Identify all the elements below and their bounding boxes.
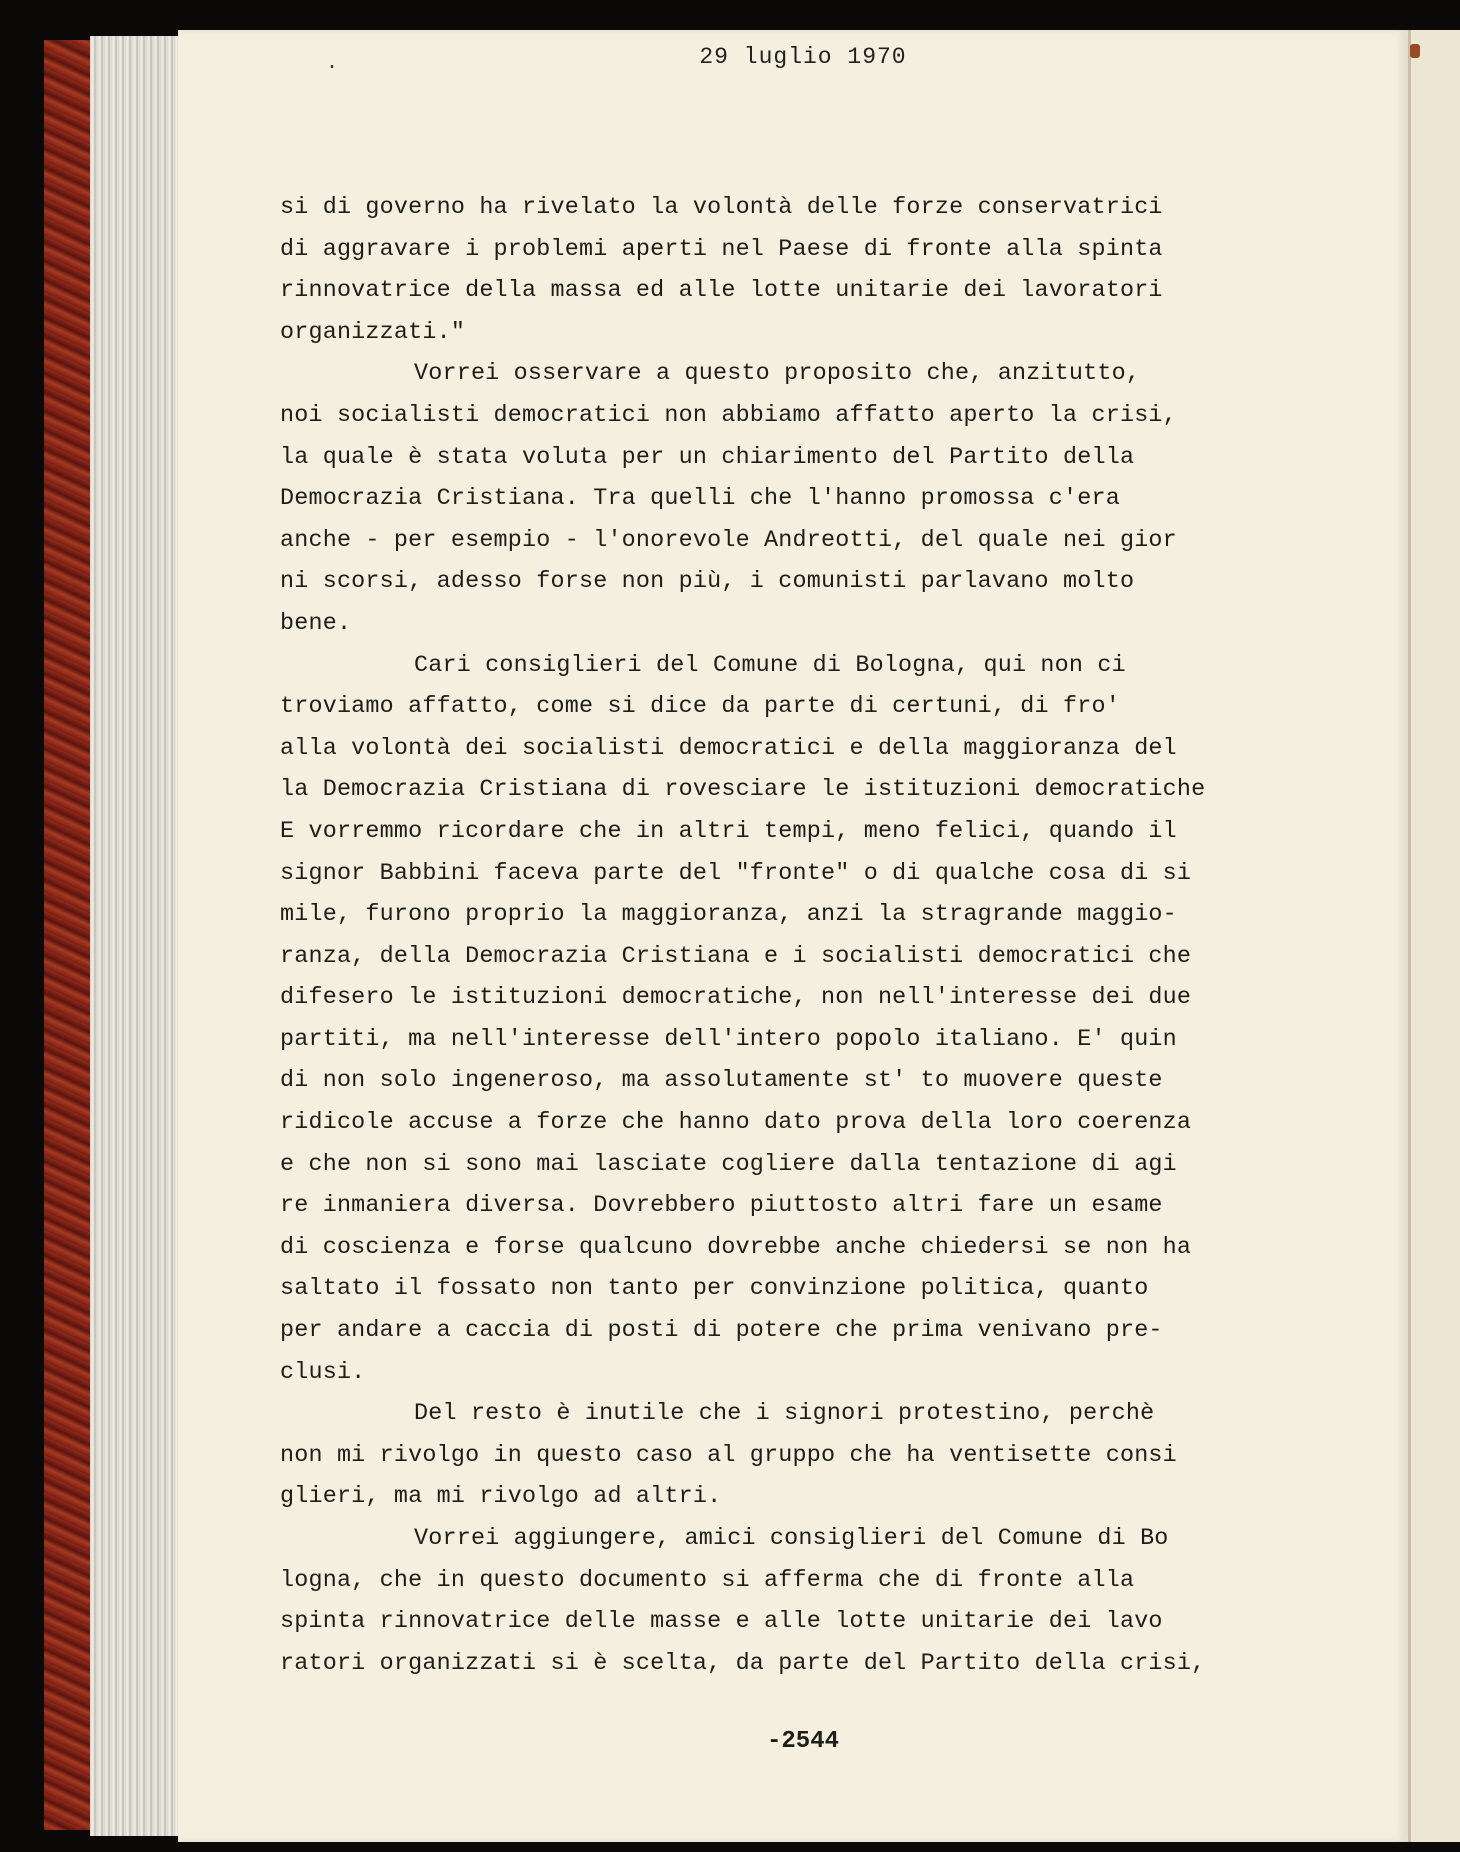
page-header-date: 29 luglio 1970: [699, 44, 907, 70]
text-line: noi socialisti democratici non abbiamo affatto aperto la crisi,: [280, 402, 1177, 429]
page-stack-edges: [90, 36, 182, 1836]
ink-dot: ·: [326, 56, 339, 79]
text-line: Vorrei osservare a questo proposito che, anzitutto,: [414, 361, 1141, 388]
text-line: ranza, della Democrazia Cristiana e i socialisti democratici che: [280, 943, 1192, 970]
text-line: Cari consiglieri del Comune di Bologna, qui non ci: [414, 652, 1126, 679]
text-line: troviamo affatto, come si dice da parte di certuni, di fro': [280, 694, 1120, 721]
text-line: signor Babbini faceva parte del "fronte" o di qualche cosa di si: [280, 860, 1192, 887]
text-line: si di governo ha rivelato la volontà delle forze conservatrici: [280, 195, 1163, 221]
text-line: logna, che in questo documento si afferma che di fronte alla: [280, 1567, 1135, 1594]
text-line: rinnovatrice della massa ed alle lotte unitarie dei lavoratori: [280, 278, 1163, 305]
text-line: spinta rinnovatrice delle masse e alle lotte unitarie dei lavo: [280, 1609, 1163, 1636]
text-line: mile, furono proprio la maggioranza, anzi la stragrande maggio-: [280, 902, 1177, 929]
text-line: glieri, ma mi rivolgo ad altri.: [280, 1484, 722, 1511]
text-line: alla volontà dei socialisti democratici e della maggioranza del: [280, 735, 1177, 762]
text-line: E vorremmo ricordare che in altri tempi, meno felici, quando il: [280, 818, 1177, 845]
text-line: bene.: [280, 610, 352, 637]
text-line: la quale è stata voluta per un chiarimento del Partito della: [280, 444, 1135, 471]
text-line: Del resto è inutile che i signori protestino, perchè: [414, 1401, 1155, 1428]
binding-staple: [1410, 44, 1420, 58]
text-line: non mi rivolgo in questo caso al gruppo che ha ventisette consi: [280, 1442, 1177, 1469]
text-line: di coscienza e forse qualcuno dovrebbe anche chiedersi se non ha: [280, 1234, 1192, 1261]
text-line: per andare a caccia di posti di potere che prima venivano pre-: [280, 1318, 1163, 1345]
facing-page-edge: [1408, 30, 1460, 1842]
text-line: clusi.: [280, 1359, 366, 1386]
book-spine-marbled-edge: [44, 40, 92, 1830]
text-line: Vorrei aggiungere, amici consiglieri del Comune di Bo: [414, 1526, 1169, 1552]
text-line: ratori organizzati si è scelta, da parte del Partito della crisi,: [280, 1650, 1206, 1677]
text-line: saltato il fossato non tanto per convinzione politica, quanto: [280, 1276, 1149, 1303]
document-page: [178, 30, 1408, 1842]
body-text: [280, 188, 1310, 1685]
text-line: organizzati.": [280, 319, 466, 346]
text-line: la Democrazia Cristiana di rovesciare le istituzioni democratiche: [280, 777, 1206, 804]
text-line: Democrazia Cristiana. Tra quelli che l'hanno promossa c'era: [280, 486, 1120, 513]
text-line: difesero le istituzioni democratiche, non nell'interesse dei due: [280, 985, 1192, 1012]
text-line: di aggravare i problemi aperti nel Paese di fronte alla spinta: [280, 236, 1163, 263]
text-line: e che non si sono mai lasciate cogliere dalla tentazione di agi: [280, 1151, 1177, 1178]
text-line: ridicole accuse a forze che hanno dato prova della loro coerenza: [280, 1110, 1192, 1137]
page-number: -2544: [766, 1728, 839, 1755]
text-line: ni scorsi, adesso forse non più, i comunisti parlavano molto: [280, 569, 1135, 596]
text-line: re inmaniera diversa. Dovrebbero piuttosto altri fare un esame: [280, 1193, 1163, 1220]
text-line: anche - per esempio - l'onorevole Andreotti, del quale nei gior: [280, 527, 1177, 554]
text-line: partiti, ma nell'interesse dell'intero popolo italiano. E' quin: [280, 1026, 1177, 1053]
text-line: di non solo ingeneroso, ma assolutamente st' to muovere queste: [280, 1068, 1163, 1095]
